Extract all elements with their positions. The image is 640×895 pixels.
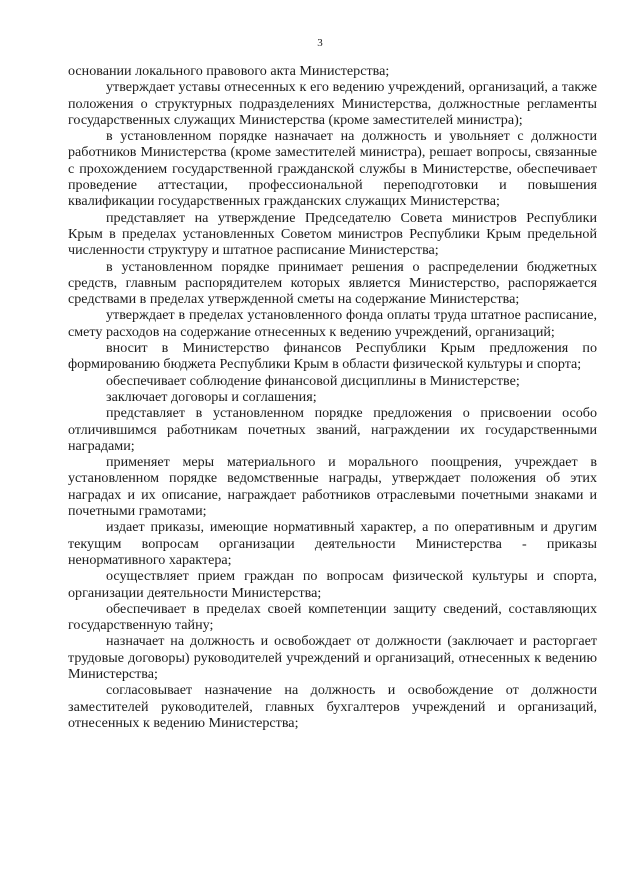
paragraph-staff-schedule: утверждает в пределах установленного фонда оплаты труда штатное расписание, смету расходов на содержание отнесенных к ведению учреждений, организаций; xyxy=(68,307,597,340)
paragraph-appoint-dismiss-staff: в установленном порядке назначает на должность и увольняет с должности работников Министерства (кроме заместителей министра), решает вопросы, связанные с прохождением государственной гражданской службы в Министерстве, обеспечивает проведение аттестации, профессиональной переподготовки и повышения квалификации государственных гражданских служащих Министерства; xyxy=(68,128,597,210)
page-number: 3 xyxy=(317,37,323,49)
paragraph-contracts: заключает договоры и соглашения; xyxy=(106,388,317,405)
document-body xyxy=(68,63,597,731)
paragraph-orders: издает приказы, имеющие нормативный характер, а по оперативным и другим текущим вопросам организации деятельности Министерства - приказы ненормативного характера; xyxy=(68,519,597,568)
paragraph-incentives: применяет меры материального и морального поощрения, учреждает в установленном порядке ведомственные награды, утверждает положения об этих наградах и их описание, награждает работников отраслевыми почетными знаками и почетными грамотами; xyxy=(68,454,597,520)
paragraph-budget-decisions: в установленном порядке принимает решения о распределении бюджетных средств, главным распорядителем которых является Министерство, распоряжается средствами в пределах утвержденной сметы на содержание Министерства; xyxy=(68,258,597,308)
paragraph-financial-discipline: обеспечивает соблюдение финансовой дисциплины в Министерстве; xyxy=(106,372,520,389)
paragraph-approve-deputies: согласовывает назначение на должность и освобождение от должности заместителей руководителей, главных бухгалтеров учреждений и организаций, отнесенных к ведению Министерства; xyxy=(68,682,597,731)
paragraph-appoint-heads: назначает на должность и освобождает от должности (заключает и расторгает трудовые договоры) руководителей учреждений и организаций, отнесенных к ведению Министерства; xyxy=(68,633,597,682)
paragraph-continuation: основании локального правового акта Министерства; xyxy=(68,63,390,79)
paragraph-state-secrets: обеспечивает в пределах своей компетенции защиту сведений, составляющих государственную тайну; xyxy=(68,600,597,634)
paragraph-approve-charters: утверждает уставы отнесенных к его ведению учреждений, организаций, а также положения о структурных подразделениях Министерства, должностные регламенты государственных служащих Министерства (кроме заместителей министра); xyxy=(68,79,597,128)
paragraph-budget-proposals: вносит в Министерство финансов Республики Крым предложения по формированию бюджета Республики Крым в области физической культуры и спорта; xyxy=(68,340,597,373)
paragraph-submit-structure: представляет на утверждение Председателю Совета министров Республики Крым в пределах установленных Советом министров Республики Крым предельной численности структуру и штатное расписание Министерства; xyxy=(68,209,597,259)
paragraph-state-awards: представляет в установленном порядке предложения о присвоении особо отличившимся работникам почетных званий, награждении их государственными наградами; xyxy=(68,405,597,454)
paragraph-citizen-reception: осуществляет прием граждан по вопросам физической культуры и спорта, организации деятельности Министерства; xyxy=(68,568,597,601)
